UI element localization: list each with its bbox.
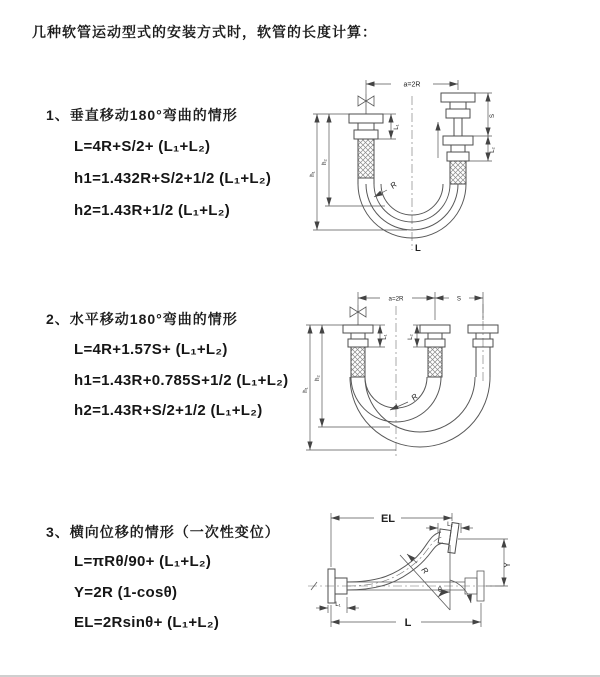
dimension-a2r <box>366 80 458 94</box>
braided-hose-section <box>351 347 365 377</box>
radius-callout <box>374 180 399 197</box>
dim-label-s: S <box>456 295 462 303</box>
dim-label-el: EL <box>380 513 396 525</box>
radius-label: R <box>419 565 431 576</box>
page-title: 几种软管运动型式的安装方式时，软管的长度计算： <box>32 24 377 40</box>
section-2-heading: 2、水平移动180°弯曲的情形 <box>46 311 238 327</box>
formula-s2-h1: h1=1.43R+0.785S+1/2 (L₁+L₂) <box>74 372 289 389</box>
radius-label: R <box>388 179 399 191</box>
dim-label-h1: h₁ <box>309 171 316 177</box>
section-1-heading: 1、垂直移动180°弯曲的情形 <box>46 107 238 123</box>
left-pipe-flange <box>343 325 373 377</box>
dim-label-l2: L₂ <box>447 521 453 528</box>
dimension-l1 <box>378 114 400 139</box>
u-bend-hose <box>350 377 490 447</box>
dim-label-l2: L₂ <box>407 334 414 340</box>
dimension-l2 <box>426 521 473 533</box>
dim-label-h1: h₁ <box>302 387 309 393</box>
formula-s3-l: L=πRθ/90+ (L₁+L₂) <box>74 553 212 570</box>
dim-label-y: Y <box>503 562 512 568</box>
right-pipe-flange <box>438 93 475 184</box>
formula-s2-l: L=4R+1.57S+ (L₁+L₂) <box>74 341 228 358</box>
formula-s3-el: EL=2Rsinθ+ (L₁+L₂) <box>74 614 220 631</box>
dim-label-s: S <box>489 113 496 119</box>
dim-label-l2: L₂ <box>489 147 496 153</box>
radius-label: R <box>409 391 420 403</box>
dim-label-l1: L₁ <box>381 334 388 340</box>
valve-icon <box>350 305 366 325</box>
diagram-3-lateral-displacement <box>300 505 600 660</box>
braided-hose-section <box>358 139 374 178</box>
angle-label: θ <box>438 587 442 594</box>
dimension-l2 <box>407 325 426 347</box>
formula-s1-h1: h1=1.432R+S/2+1/2 (L₁+L₂) <box>74 170 272 187</box>
dimension-s <box>469 93 496 161</box>
dim-label-a2r: a=2R <box>403 81 421 89</box>
diagram-1-vertical-bend <box>303 70 563 255</box>
dimension-el <box>331 513 452 567</box>
braided-hose-section <box>450 161 466 184</box>
formula-s1-h2: h2=1.43R+1/2 (L₁+L₂) <box>74 202 231 219</box>
dimension-l <box>331 603 481 629</box>
dim-label-l1: L₁ <box>335 601 341 608</box>
dimension-l1 <box>368 325 388 347</box>
dimension-l1 <box>316 597 359 613</box>
dim-label-h2: h₂ <box>321 159 328 165</box>
dimension-a2r-s <box>358 292 483 320</box>
braided-hose-section <box>428 347 442 377</box>
s-curve-hose <box>347 532 443 590</box>
left-pipe-flange <box>349 114 383 184</box>
dim-label-a2r: a=2R <box>388 295 404 303</box>
dim-label-l1: L₁ <box>393 124 400 130</box>
formula-s2-h2: h2=1.43R+S/2+1/2 (L₁+L₂) <box>74 402 263 419</box>
dimension-h1-h2 <box>302 325 396 450</box>
dimension-y <box>458 539 512 586</box>
length-label: L <box>415 243 421 254</box>
middle-pipe-flange <box>420 325 450 377</box>
section-3-heading: 3、横向位移的情形（一次性变位） <box>46 524 280 540</box>
dim-label-h2: h₂ <box>314 375 321 381</box>
valve-icon <box>358 94 374 114</box>
formula-s1-l: L=4R+S/2+ (L₁+L₂) <box>74 138 211 155</box>
diagram-2-horizontal-bend <box>300 282 595 472</box>
dim-label-l: L <box>404 617 412 629</box>
formula-s3-y: Y=2R (1-cosθ) <box>74 584 178 601</box>
angle-construction <box>400 545 471 610</box>
